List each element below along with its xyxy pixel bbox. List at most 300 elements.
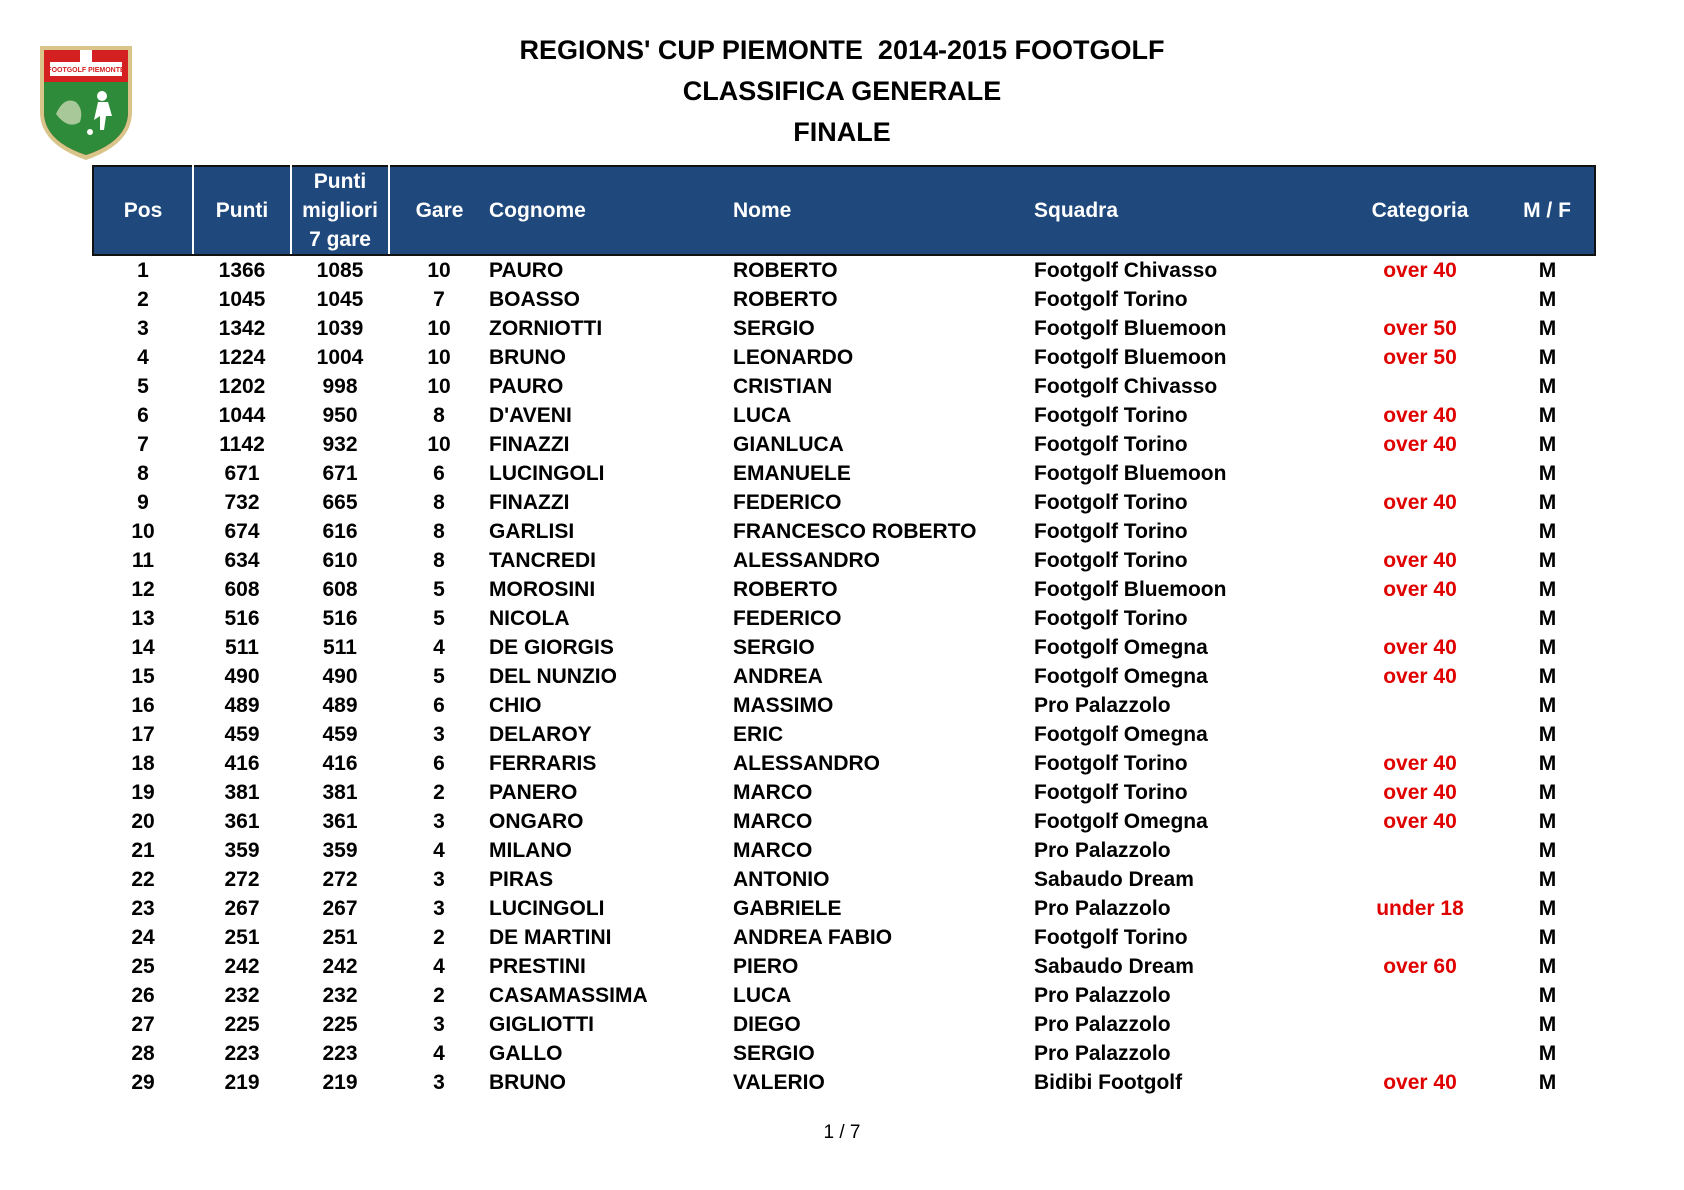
- table-row: [93, 255, 1595, 285]
- cell-punti-migliori: 1004: [316, 346, 364, 369]
- cell-squadra: Footgolf Bluemoon: [1034, 462, 1227, 485]
- cell-squadra: Pro Palazzolo: [1034, 897, 1171, 920]
- cell-squadra: Footgolf Torino: [1034, 781, 1188, 804]
- cell-categoria: [1340, 865, 1500, 894]
- cell-gare: 3: [433, 723, 445, 746]
- cell-punti-migliori: 361: [322, 810, 358, 833]
- table-row: [93, 720, 1595, 749]
- table-row: [93, 343, 1595, 372]
- cell-gare: 8: [433, 491, 445, 514]
- cell-punti-migliori: 490: [322, 665, 358, 688]
- cell-punti: 671: [224, 462, 260, 485]
- cell-categoria: [1340, 981, 1500, 1010]
- cell-gare: 6: [433, 694, 445, 717]
- cell-pos: 16: [131, 694, 155, 717]
- cell-nome: PIERO: [733, 955, 799, 978]
- cell-categoria: under 18: [1376, 897, 1464, 920]
- cell-punti: 1202: [218, 375, 266, 398]
- cell-nome: SERGIO: [733, 317, 815, 340]
- cell-categoria: [1340, 517, 1500, 546]
- cell-mf: M: [1538, 1042, 1557, 1065]
- table-row: [93, 1010, 1595, 1039]
- cell-punti: 1366: [218, 259, 266, 282]
- cell-nome: MASSIMO: [733, 694, 834, 717]
- cell-cognome: LUCINGOLI: [489, 897, 605, 920]
- cell-mf: M: [1538, 781, 1557, 804]
- cell-gare: 10: [427, 346, 451, 369]
- cell-punti: 489: [224, 694, 260, 717]
- col-header-punti-migliori-2: migliori: [302, 199, 378, 222]
- cell-nome: ROBERTO: [733, 288, 838, 311]
- cell-squadra: Footgolf Torino: [1034, 926, 1188, 949]
- ranking-table-body: [93, 255, 1595, 1097]
- cell-punti-migliori: 359: [322, 839, 358, 862]
- cell-punti-migliori: 998: [322, 375, 358, 398]
- cell-pos: 19: [131, 781, 155, 804]
- cell-pos: 6: [137, 404, 149, 427]
- cell-mf: M: [1538, 984, 1557, 1007]
- cell-punti-migliori: 616: [322, 520, 358, 543]
- cell-punti-migliori: 1039: [316, 317, 364, 340]
- cell-punti: 1045: [218, 288, 266, 311]
- cell-nome: DIEGO: [733, 1013, 801, 1036]
- table-row: [93, 749, 1595, 778]
- cell-nome: VALERIO: [733, 1071, 825, 1094]
- cell-categoria: over 40: [1383, 491, 1457, 514]
- cell-categoria: over 40: [1383, 1071, 1457, 1094]
- cell-squadra: Footgolf Torino: [1034, 607, 1188, 630]
- table-row: [93, 865, 1595, 894]
- cell-cognome: BRUNO: [489, 1071, 566, 1094]
- cell-gare: 4: [433, 1042, 445, 1065]
- cell-pos: 21: [131, 839, 155, 862]
- table-row: [93, 285, 1595, 314]
- cell-punti: 242: [224, 955, 260, 978]
- cell-gare: 8: [433, 404, 445, 427]
- cell-mf: M: [1538, 578, 1557, 601]
- cell-mf: M: [1538, 665, 1557, 688]
- table-row: [93, 633, 1595, 662]
- cell-squadra: Footgolf Torino: [1034, 404, 1188, 427]
- cell-pos: 26: [131, 984, 155, 1007]
- col-header-cognome: Cognome: [489, 166, 733, 255]
- cell-nome: CRISTIAN: [733, 375, 833, 398]
- table-row: [93, 894, 1595, 923]
- cell-cognome: BRUNO: [489, 346, 566, 369]
- cell-nome: ROBERTO: [733, 578, 838, 601]
- cell-pos: 28: [131, 1042, 155, 1065]
- cell-punti: 225: [224, 1013, 260, 1036]
- cell-squadra: Footgolf Omegna: [1034, 665, 1208, 688]
- cell-punti-migliori: 381: [322, 781, 358, 804]
- cell-cognome: ONGARO: [489, 810, 584, 833]
- table-row: [93, 807, 1595, 836]
- cell-punti: 459: [224, 723, 260, 746]
- cell-pos: 9: [137, 491, 149, 514]
- cell-squadra: Footgolf Torino: [1034, 491, 1188, 514]
- cell-nome: ALESSANDRO: [733, 549, 881, 572]
- cell-cognome: DELAROY: [489, 723, 592, 746]
- cell-categoria: over 40: [1383, 549, 1457, 572]
- cell-nome: MARCO: [733, 781, 813, 804]
- cell-mf: M: [1538, 375, 1557, 398]
- cell-punti-migliori: 665: [322, 491, 358, 514]
- cell-categoria: [1340, 372, 1500, 401]
- table-row: [93, 952, 1595, 981]
- table-row: [93, 401, 1595, 430]
- cell-punti-migliori: 950: [322, 404, 358, 427]
- cell-mf: M: [1538, 955, 1557, 978]
- table-row: [93, 459, 1595, 488]
- cell-squadra: Footgolf Torino: [1034, 288, 1188, 311]
- cell-cognome: PIRAS: [489, 868, 554, 891]
- cell-squadra: Pro Palazzolo: [1034, 839, 1171, 862]
- cell-punti: 732: [224, 491, 260, 514]
- cell-mf: M: [1538, 607, 1557, 630]
- cell-squadra: Footgolf Torino: [1034, 752, 1188, 775]
- cell-pos: 2: [137, 288, 149, 311]
- cell-nome: EMANUELE: [733, 462, 851, 485]
- cell-cognome: ZORNIOTTI: [489, 317, 603, 340]
- cell-punti-migliori: 232: [322, 984, 358, 1007]
- cell-categoria: over 40: [1383, 578, 1457, 601]
- cell-punti-migliori: 242: [322, 955, 358, 978]
- cell-cognome: GIGLIOTTI: [489, 1013, 594, 1036]
- cell-cognome: GALLO: [489, 1042, 563, 1065]
- cell-cognome: TANCREDI: [489, 549, 596, 572]
- table-header-row: [93, 166, 1595, 255]
- cell-categoria: [1340, 459, 1500, 488]
- cell-punti: 416: [224, 752, 260, 775]
- cell-categoria: over 40: [1383, 665, 1457, 688]
- cell-squadra: Pro Palazzolo: [1034, 1013, 1171, 1036]
- cell-gare: 2: [433, 984, 445, 1007]
- cell-pos: 14: [131, 636, 155, 659]
- cell-punti: 1044: [218, 404, 266, 427]
- table-row: [93, 372, 1595, 401]
- cell-punti: 361: [224, 810, 260, 833]
- cell-pos: 22: [131, 868, 155, 891]
- cell-punti: 634: [224, 549, 260, 572]
- cell-punti-migliori: 610: [322, 549, 358, 572]
- cell-mf: M: [1538, 462, 1557, 485]
- cell-squadra: Footgolf Bluemoon: [1034, 578, 1227, 601]
- cell-pos: 18: [131, 752, 155, 775]
- col-header-mf: M / F: [1500, 166, 1595, 255]
- cell-pos: 23: [131, 897, 155, 920]
- page-number: 1 / 7: [823, 1122, 861, 1143]
- table-row: [93, 778, 1595, 807]
- cell-cognome: PRESTINI: [489, 955, 586, 978]
- cell-gare: 6: [433, 462, 445, 485]
- cell-categoria: over 40: [1383, 433, 1457, 456]
- cell-gare: 3: [433, 868, 445, 891]
- cell-pos: 5: [137, 375, 149, 398]
- table-row: [93, 430, 1595, 459]
- cell-squadra: Sabaudo Dream: [1034, 868, 1194, 891]
- table-row: [93, 981, 1595, 1010]
- cell-punti: 272: [224, 868, 260, 891]
- table-row: [93, 604, 1595, 633]
- cell-pos: 8: [137, 462, 149, 485]
- cell-punti-migliori: 489: [322, 694, 358, 717]
- logo-text: FOOTGOLF PIEMONTE: [47, 67, 125, 74]
- cell-nome: FEDERICO: [733, 491, 842, 514]
- cell-punti-migliori: 416: [322, 752, 358, 775]
- cell-squadra: Pro Palazzolo: [1034, 1042, 1171, 1065]
- cell-pos: 20: [131, 810, 155, 833]
- cell-pos: 13: [131, 607, 155, 630]
- cell-nome: FRANCESCO ROBERTO: [733, 520, 977, 543]
- cell-nome: ANDREA: [733, 665, 823, 688]
- title-line-3: FINALE: [793, 117, 891, 147]
- cell-gare: 4: [433, 955, 445, 978]
- cell-nome: SERGIO: [733, 636, 815, 659]
- title-line-2: CLASSIFICA GENERALE: [682, 76, 1002, 106]
- cell-gare: 8: [433, 520, 445, 543]
- cell-pos: 1: [137, 259, 149, 282]
- cell-categoria: over 40: [1383, 781, 1457, 804]
- cell-cognome: D'AVENI: [489, 404, 572, 427]
- cell-squadra: Footgolf Bluemoon: [1034, 317, 1227, 340]
- cell-gare: 4: [433, 839, 445, 862]
- cell-squadra: Footgolf Omegna: [1034, 723, 1208, 746]
- cell-punti-migliori: 225: [322, 1013, 358, 1036]
- cell-mf: M: [1538, 723, 1557, 746]
- cell-squadra: Footgolf Bluemoon: [1034, 346, 1227, 369]
- table-row: [93, 923, 1595, 952]
- cell-cognome: CASAMASSIMA: [489, 984, 648, 1007]
- cell-mf: M: [1538, 520, 1557, 543]
- cell-punti-migliori: 272: [322, 868, 358, 891]
- col-header-squadra: Squadra: [1034, 166, 1340, 255]
- cell-mf: M: [1538, 404, 1557, 427]
- col-header-gare: Gare: [389, 166, 489, 255]
- cell-punti: 223: [224, 1042, 260, 1065]
- cell-punti-migliori: 459: [322, 723, 358, 746]
- cell-gare: 3: [433, 810, 445, 833]
- cell-pos: 15: [131, 665, 155, 688]
- cell-categoria: over 50: [1383, 317, 1457, 340]
- cell-nome: LEONARDO: [733, 346, 854, 369]
- cell-punti-migliori: 223: [322, 1042, 358, 1065]
- col-header-pos: Pos: [93, 166, 193, 255]
- cell-nome: GABRIELE: [733, 897, 842, 920]
- cell-nome: ALESSANDRO: [733, 752, 881, 775]
- cell-punti: 359: [224, 839, 260, 862]
- cell-squadra: Footgolf Chivasso: [1034, 375, 1218, 398]
- cell-mf: M: [1538, 346, 1557, 369]
- cell-punti: 516: [224, 607, 260, 630]
- cell-gare: 3: [433, 1013, 445, 1036]
- col-header-categoria: Categoria: [1340, 166, 1500, 255]
- cell-mf: M: [1538, 1071, 1557, 1094]
- cell-pos: 11: [131, 549, 155, 572]
- cell-mf: M: [1538, 839, 1557, 862]
- cell-cognome: DE GIORGIS: [489, 636, 614, 659]
- cell-cognome: PAURO: [489, 375, 564, 398]
- cell-mf: M: [1538, 1013, 1557, 1036]
- cell-nome: MARCO: [733, 839, 813, 862]
- table-row: [93, 691, 1595, 720]
- cell-categoria: over 40: [1383, 404, 1457, 427]
- cell-nome: LUCA: [733, 984, 792, 1007]
- cell-punti: 674: [224, 520, 260, 543]
- cell-squadra: Footgolf Torino: [1034, 433, 1188, 456]
- cell-nome: ANDREA FABIO: [733, 926, 893, 949]
- table-row: [93, 314, 1595, 343]
- table-row: [93, 1039, 1595, 1068]
- cell-cognome: PANERO: [489, 781, 578, 804]
- title-line-1: REGIONS' CUP PIEMONTE 2014-2015 FOOTGOLF: [519, 35, 1165, 65]
- cell-punti: 511: [225, 636, 259, 659]
- cell-categoria: over 40: [1383, 752, 1457, 775]
- cell-punti: 490: [224, 665, 260, 688]
- cell-mf: M: [1538, 897, 1557, 920]
- col-header-nome: Nome: [733, 166, 1034, 255]
- table-row: [93, 517, 1595, 546]
- cell-categoria: [1340, 720, 1500, 749]
- cell-categoria: over 40: [1383, 636, 1457, 659]
- cell-punti-migliori: 1085: [316, 259, 364, 282]
- cell-categoria: over 50: [1383, 346, 1457, 369]
- cell-gare: 5: [433, 665, 445, 688]
- cell-categoria: [1340, 923, 1500, 952]
- cell-gare: 3: [433, 897, 445, 920]
- cell-squadra: Footgolf Omegna: [1034, 636, 1208, 659]
- cell-cognome: MOROSINI: [489, 578, 596, 601]
- cell-categoria: over 40: [1383, 810, 1457, 833]
- cell-gare: 8: [433, 549, 445, 572]
- cell-cognome: FINAZZI: [489, 433, 570, 456]
- cell-mf: M: [1538, 288, 1557, 311]
- cell-mf: M: [1538, 694, 1557, 717]
- cell-punti-migliori: 1045: [316, 288, 364, 311]
- cell-mf: M: [1538, 868, 1557, 891]
- ranking-table: [92, 165, 1596, 1097]
- table-row: [93, 488, 1595, 517]
- cell-punti-migliori: 932: [322, 433, 358, 456]
- col-header-punti-migliori-1: Punti: [313, 170, 367, 193]
- cell-gare: 10: [427, 375, 451, 398]
- cell-punti: 608: [224, 578, 260, 601]
- cell-pos: 7: [137, 433, 149, 456]
- cell-mf: M: [1538, 810, 1557, 833]
- cell-punti-migliori: 267: [322, 897, 358, 920]
- cell-squadra: Pro Palazzolo: [1034, 694, 1171, 717]
- cell-gare: 6: [433, 752, 445, 775]
- cell-punti-migliori: 219: [322, 1071, 358, 1094]
- cell-cognome: GARLISI: [489, 520, 575, 543]
- cell-categoria: [1340, 1010, 1500, 1039]
- cell-nome: MARCO: [733, 810, 813, 833]
- col-header-punti-migliori: [291, 166, 389, 255]
- cell-punti: 267: [224, 897, 260, 920]
- cell-cognome: DEL NUNZIO: [489, 665, 617, 688]
- cell-nome: FEDERICO: [733, 607, 842, 630]
- cell-cognome: PAURO: [489, 259, 564, 282]
- cell-gare: 4: [433, 636, 445, 659]
- cell-mf: M: [1538, 752, 1557, 775]
- col-header-punti: Punti: [193, 166, 291, 255]
- cell-squadra: Bidibi Footgolf: [1034, 1071, 1183, 1094]
- cell-pos: 12: [131, 578, 155, 601]
- cell-nome: ERIC: [733, 723, 784, 746]
- cell-punti: 232: [224, 984, 260, 1007]
- document-title: [0, 30, 1684, 153]
- cell-squadra: Footgolf Torino: [1034, 520, 1188, 543]
- table-row: [93, 546, 1595, 575]
- cell-pos: 27: [131, 1013, 155, 1036]
- cell-squadra: Footgolf Omegna: [1034, 810, 1208, 833]
- cell-nome: SERGIO: [733, 1042, 815, 1065]
- cell-gare: 10: [427, 433, 451, 456]
- cell-squadra: Pro Palazzolo: [1034, 984, 1171, 1007]
- cell-punti: 219: [224, 1071, 260, 1094]
- cell-gare: 5: [433, 578, 445, 601]
- cell-mf: M: [1538, 317, 1557, 340]
- cell-gare: 2: [433, 781, 445, 804]
- cell-categoria: [1340, 1039, 1500, 1068]
- cell-gare: 10: [427, 259, 451, 282]
- table-row: [93, 836, 1595, 865]
- cell-categoria: over 40: [1383, 259, 1457, 282]
- cell-punti-migliori: 608: [322, 578, 358, 601]
- cell-gare: 7: [433, 288, 445, 311]
- cell-mf: M: [1538, 636, 1557, 659]
- cell-mf: M: [1538, 491, 1557, 514]
- cell-pos: 10: [131, 520, 155, 543]
- cell-categoria: [1340, 691, 1500, 720]
- table-row: [93, 662, 1595, 691]
- cell-cognome: NICOLA: [489, 607, 570, 630]
- cell-punti-migliori: 511: [323, 636, 357, 659]
- cell-pos: 17: [131, 723, 155, 746]
- cell-cognome: CHIO: [489, 694, 542, 717]
- cell-gare: 5: [433, 607, 445, 630]
- cell-gare: 2: [433, 926, 445, 949]
- cell-categoria: [1340, 836, 1500, 865]
- cell-mf: M: [1538, 549, 1557, 572]
- cell-nome: LUCA: [733, 404, 792, 427]
- cell-categoria: [1340, 604, 1500, 633]
- cell-cognome: BOASSO: [489, 288, 581, 311]
- cell-punti: 381: [224, 781, 260, 804]
- cell-squadra: Sabaudo Dream: [1034, 955, 1194, 978]
- cell-gare: 10: [427, 317, 451, 340]
- cell-cognome: FINAZZI: [489, 491, 570, 514]
- cell-punti-migliori: 516: [322, 607, 358, 630]
- cell-pos: 4: [137, 346, 149, 369]
- cell-punti: 1224: [218, 346, 266, 369]
- cell-squadra: Footgolf Chivasso: [1034, 259, 1218, 282]
- cell-punti: 251: [224, 926, 260, 949]
- cell-punti: 1142: [219, 433, 265, 456]
- cell-nome: ROBERTO: [733, 259, 838, 282]
- cell-mf: M: [1538, 926, 1557, 949]
- cell-pos: 24: [131, 926, 155, 949]
- cell-categoria: over 60: [1383, 955, 1457, 978]
- cell-cognome: FERRARIS: [489, 752, 597, 775]
- cell-squadra: Footgolf Torino: [1034, 549, 1188, 572]
- cell-punti-migliori: 671: [322, 462, 358, 485]
- cell-cognome: DE MARTINI: [489, 926, 612, 949]
- cell-pos: 25: [131, 955, 155, 978]
- cell-cognome: MILANO: [489, 839, 572, 862]
- cell-nome: ANTONIO: [733, 868, 830, 891]
- cell-cognome: LUCINGOLI: [489, 462, 605, 485]
- table-row: [93, 575, 1595, 604]
